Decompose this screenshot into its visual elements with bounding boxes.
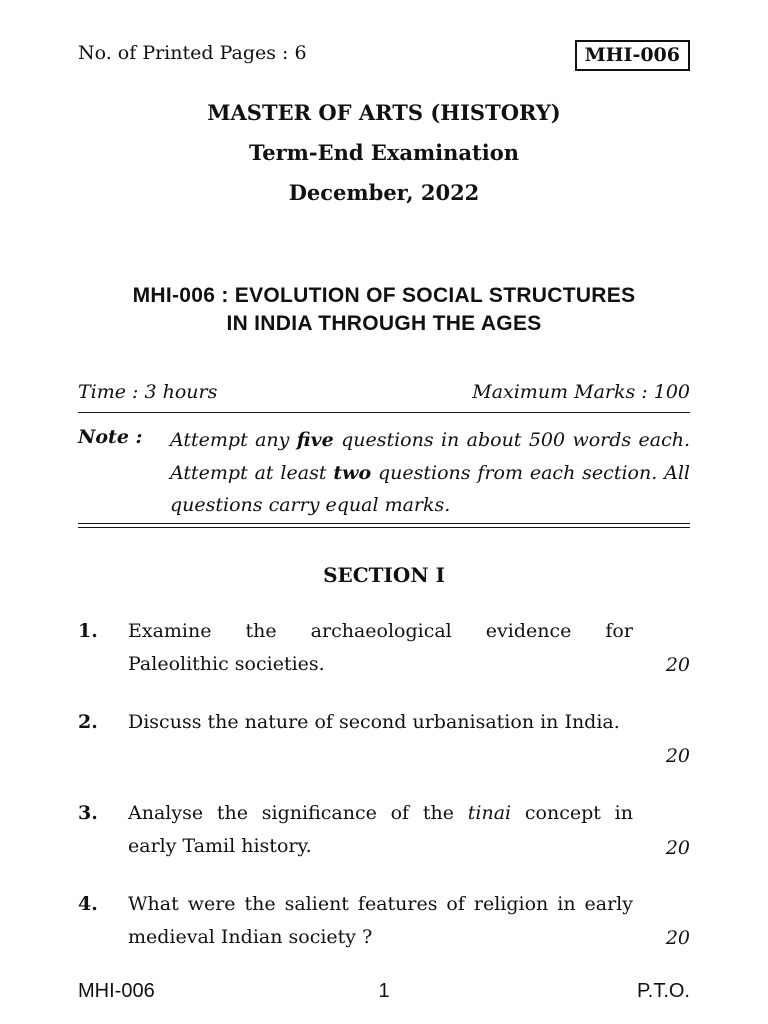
note-label: Note : xyxy=(78,426,143,448)
course-title xyxy=(60,282,708,338)
question-text: What were the salient features of religion in early medieval Indian society ? xyxy=(128,893,633,948)
question-text xyxy=(128,615,633,681)
question-1-line-2: Paleolithic societies. xyxy=(128,653,325,675)
note-emphasis-five: five xyxy=(296,429,334,451)
footer-pto: P.T.O. xyxy=(637,980,690,1002)
term-tinai: tinai xyxy=(467,802,512,824)
degree-title: MASTER OF ARTS (HISTORY) xyxy=(207,100,561,125)
question-text: Discuss the nature of second urbanisation in India. xyxy=(128,711,620,733)
double-divider xyxy=(78,523,690,528)
question-marks: 20 xyxy=(665,837,690,859)
footer-page-number: 1 xyxy=(378,980,390,1002)
question-marks: 20 xyxy=(665,927,690,949)
time-marks-row xyxy=(78,381,690,403)
question-text: Analyse the significance of the tinai concept in early Tamil history. xyxy=(128,802,633,857)
course-code-box: MHI-006 xyxy=(575,40,690,71)
question-number: 1. xyxy=(78,620,98,642)
note-instructions: Attempt any five questions in about 500 words each. Attempt at least two questions from each section. All questions carry equal marks. xyxy=(170,429,690,516)
question-1-line-1: Examine the archaeological evidence for xyxy=(128,620,633,642)
footer-course-code: MHI-006 xyxy=(78,980,155,1002)
note-emphasis-two: two xyxy=(333,461,372,484)
time-allowed: Time : 3 hours xyxy=(78,381,218,403)
printed-pages-count: No. of Printed Pages : 6 xyxy=(78,42,307,64)
course-title-line-1: MHI-006 : EVOLUTION OF SOCIAL STRUCTURES xyxy=(132,284,636,307)
question-number: 3. xyxy=(78,802,98,824)
question-marks: 20 xyxy=(665,745,690,767)
question-number: 2. xyxy=(78,711,98,733)
question-number: 4. xyxy=(78,893,98,915)
course-title-line-2: IN INDIA THROUGH THE AGES xyxy=(226,312,542,335)
section-heading: SECTION I xyxy=(323,563,445,587)
maximum-marks: Maximum Marks : 100 xyxy=(472,381,690,403)
exam-title: Term-End Examination xyxy=(248,140,519,165)
exam-date: December, 2022 xyxy=(288,180,480,205)
divider xyxy=(78,412,690,413)
question-marks: 20 xyxy=(665,654,690,676)
